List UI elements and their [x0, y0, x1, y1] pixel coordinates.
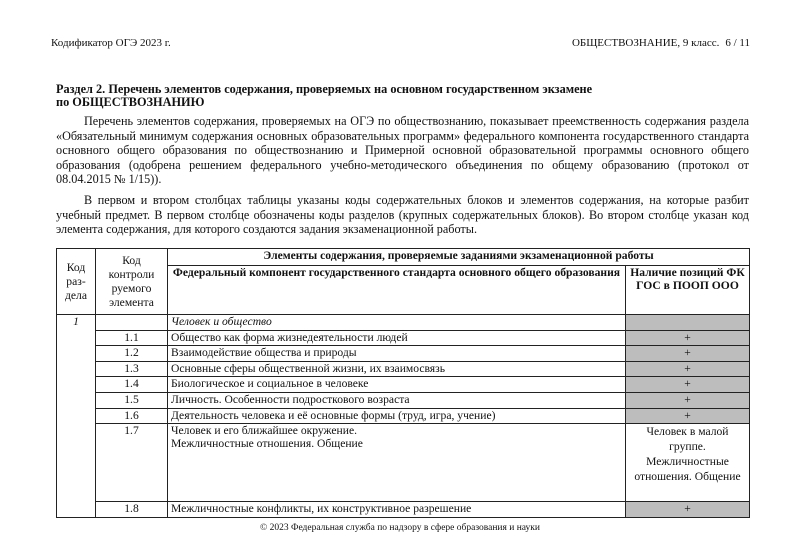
element-text: Взаимодействие общества и природы	[168, 346, 626, 362]
element-text: Деятельность человека и её основные формы (труд, игра, учение)	[168, 408, 626, 424]
table-row	[57, 424, 750, 502]
header-subject-page	[566, 37, 750, 49]
element-code: 1.3	[96, 361, 168, 377]
col-poop-header: Наличие позиций ФК ГОС в ПООП ООО	[626, 266, 750, 315]
col-elements-header: Элементы содержания, проверяемые заданиями экзаменационной работы	[168, 249, 750, 266]
section-code: 1	[57, 315, 96, 518]
element-code: 1.5	[96, 392, 168, 408]
section-title	[56, 83, 746, 109]
element-text-line1: Человек и его ближайшее окружение.	[171, 424, 358, 438]
table-row	[57, 392, 750, 408]
element-mark: +	[626, 392, 750, 408]
table-header-row	[57, 249, 750, 266]
element-code: 1.7	[96, 424, 168, 502]
element-code: 1.8	[96, 502, 168, 518]
section-title-line1: Раздел 2. Перечень элементов содержания, проверяемых на основном государственном экзамене	[56, 82, 593, 96]
element-text-line2: Межличностные отношения. Общение	[171, 437, 363, 451]
header-subject: ОБЩЕСТВОЗНАНИЕ, 9 класс.	[571, 37, 720, 49]
element-mark: +	[626, 330, 750, 346]
element-mark: +	[626, 502, 750, 518]
element-code: 1.1	[96, 330, 168, 346]
header-codifier: Кодификатор ОГЭ 2023 г.	[51, 37, 171, 49]
element-note: Человек в малой группе. Межличностные отношения. Общение	[626, 424, 750, 502]
table-row	[57, 377, 750, 393]
element-text: Биологическое и социальное в человеке	[168, 377, 626, 393]
table-row	[57, 408, 750, 424]
section-mark-cell	[626, 315, 750, 331]
element-text: Межличностные конфликты, их конструктивное разрешение	[168, 502, 626, 518]
element-code: 1.2	[96, 346, 168, 362]
content-elements-table	[56, 248, 750, 518]
element-text: Общество как форма жизнедеятельности людей	[168, 330, 626, 346]
col-section-code-header: Код раз-дела	[57, 249, 96, 315]
section-code-empty	[96, 315, 168, 331]
element-mark: +	[626, 346, 750, 362]
element-text: Основные сферы общественной жизни, их взаимосвязь	[168, 361, 626, 377]
intro-paragraph: Перечень элементов содержания, проверяемых на ОГЭ по обществознанию, показывает преемственность содержания раздела «Обязательный минимум содержания основных образовательных программ» федерального компонента государственного стандарта основного общего образования по обществознанию и Примерной основной образовательной программы основного общего образования (одобрена решением федерального учебно-методического объединения по общему образованию (протокол от 08.04.2015 № 1/15)).	[56, 114, 749, 187]
col-fgos-header: Федеральный компонент государственного стандарта основного общего образования	[168, 266, 626, 315]
table-row	[57, 502, 750, 518]
table-row	[57, 330, 750, 346]
element-code: 1.6	[96, 408, 168, 424]
table-row-section	[57, 315, 750, 331]
section-title-cell: Человек и общество	[168, 315, 626, 331]
section-title-line2: по ОБЩЕСТВОЗНАНИЮ	[56, 95, 205, 109]
element-text	[168, 424, 626, 502]
table-row	[57, 361, 750, 377]
element-code: 1.4	[96, 377, 168, 393]
table-row	[57, 346, 750, 362]
element-mark: +	[626, 377, 750, 393]
col-element-code-header: Код контроли руемого элемента	[96, 249, 168, 315]
header-page: 6 / 11	[725, 37, 750, 49]
element-text: Личность. Особенности подросткового возраста	[168, 392, 626, 408]
element-mark: +	[626, 361, 750, 377]
columns-paragraph: В первом и втором столбцах таблицы указаны коды содержательных блоков и элементов содержания, на которые разбит учебный предмет. В первом столбце обозначены коды разделов (крупных содержательных блоков). Во втором столбце указан код элемента содержания, для которого создаются задания экзаменационной работы.	[56, 193, 749, 237]
element-mark: +	[626, 408, 750, 424]
footer-copyright: © 2023 Федеральная служба по надзору в сфере образования и науки	[259, 523, 540, 533]
